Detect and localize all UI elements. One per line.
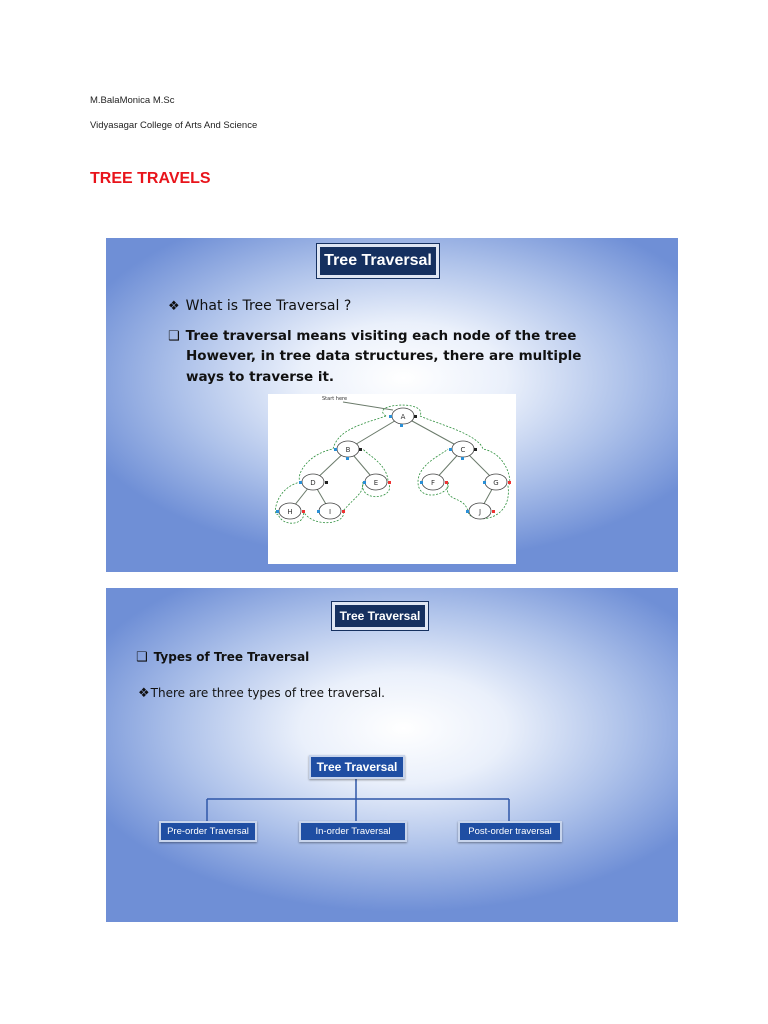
node-label-i: I bbox=[328, 508, 332, 516]
types-heading-text: Types of Tree Traversal bbox=[153, 650, 310, 664]
tree-nodes bbox=[279, 408, 507, 519]
tree-traversal-box: Tree Traversal bbox=[309, 755, 405, 779]
bullet-line-2: However, in tree data structures, there are multiple bbox=[186, 348, 582, 364]
node-label-g: G bbox=[493, 479, 499, 487]
document-title: TREE TRAVELS bbox=[90, 170, 211, 187]
bullet-line-3: ways to traverse it. bbox=[186, 369, 335, 385]
types-description-text: There are three types of tree traversal. bbox=[150, 686, 385, 700]
diamond-bullet-icon: ❖ bbox=[168, 299, 180, 314]
diamond-bullet-icon: ❖ bbox=[138, 686, 150, 701]
node-label-c: C bbox=[460, 446, 466, 454]
inorder-box: In-order Traversal bbox=[299, 821, 407, 842]
node-label-f: F bbox=[430, 479, 436, 487]
question-line bbox=[168, 298, 351, 314]
visit-markers bbox=[276, 415, 511, 513]
question-text: What is Tree Traversal ? bbox=[185, 298, 352, 314]
node-labels bbox=[287, 413, 498, 516]
node-label-d: D bbox=[310, 479, 316, 487]
bullet-text-1: Tree traversal means visiting each node of the tree bbox=[185, 328, 577, 344]
node-label-a: A bbox=[400, 413, 406, 421]
node-label-j: J bbox=[478, 508, 482, 516]
slide-title: Tree Traversal bbox=[332, 602, 428, 630]
postorder-box: Post-order traversal bbox=[458, 821, 562, 842]
tree-svg bbox=[268, 394, 516, 564]
checkbox-bullet-icon: ❑ bbox=[168, 329, 180, 344]
author-name: M.BalaMonica M.Sc bbox=[90, 95, 175, 106]
slide-what-is-traversal bbox=[106, 238, 678, 572]
node-label-h: H bbox=[287, 508, 293, 516]
preorder-box: Pre-order Traversal bbox=[159, 821, 257, 842]
checkbox-bullet-icon: ❑ bbox=[136, 650, 148, 665]
start-label: Start here bbox=[322, 396, 348, 402]
slide-types-of-traversal bbox=[106, 588, 678, 922]
tree-traversal-diagram bbox=[268, 394, 516, 564]
bullet-line-1 bbox=[168, 328, 576, 344]
node-label-e: E bbox=[373, 479, 379, 487]
node-label-b: B bbox=[345, 446, 351, 454]
slide-title: Tree Traversal bbox=[317, 244, 439, 278]
college-name: Vidyasagar College of Arts And Science bbox=[90, 120, 258, 131]
